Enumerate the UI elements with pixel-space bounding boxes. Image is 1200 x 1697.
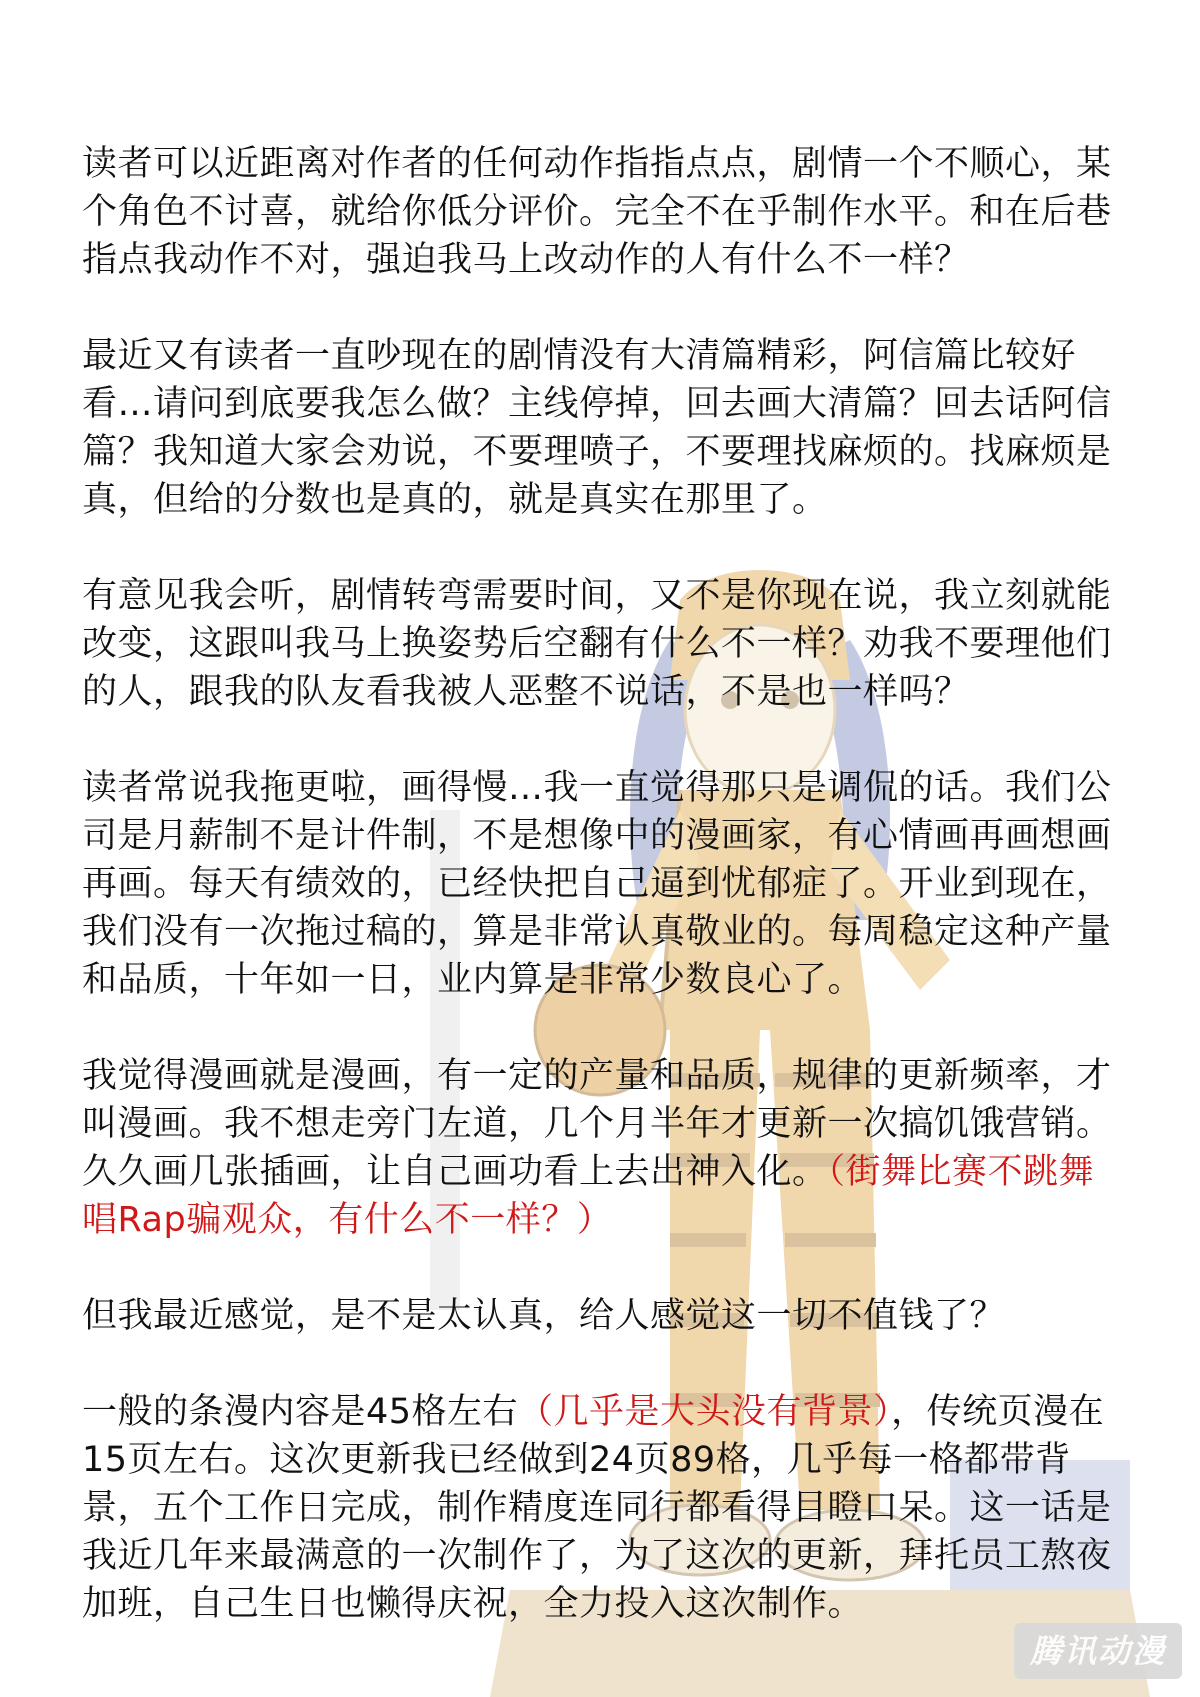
- paragraph: [82, 1388, 1122, 1628]
- paragraph: [82, 1052, 1122, 1244]
- highlighted-text: （几乎是大头没有背景）: [518, 1392, 892, 1432]
- paragraph-text: 有意见我会听，剧情转弯需要时间，又不是你现在说，我立刻就能改变，这跟叫我马上换姿势后空翻有什么不一样？劝我不要理他们的人，跟我的队友看我被人恶整不说话，不是也一样吗？: [82, 576, 1112, 712]
- paragraph-text: 一般的条漫内容是45格左右: [82, 1392, 519, 1432]
- watermark-logo-text: 腾讯动漫: [1029, 1632, 1166, 1670]
- site-watermark: [1014, 1623, 1182, 1679]
- paragraph-text: 最近又有读者一直吵现在的剧情没有大清篇精彩，阿信篇比较好看…请问到底要我怎么做？主线停掉，回去画大清篇？回去话阿信篇？我知道大家会劝说，不要理喷子，不要理找麻烦的。找麻烦是真，但给的分数也是真的，就是真实在那里了。: [82, 336, 1112, 520]
- paragraph-text: 读者常说我拖更啦，画得慢…我一直觉得那只是调侃的话。我们公司是月薪制不是计件制，不是想像中的漫画家，有心情画再画想画再画。每天有绩效的，已经快把自己逼到忧郁症了。开业到现在，我们没有一次拖过稿的，算是非常认真敬业的。每周稳定这种产量和品质，十年如一日，业内算是非常少数良心了。: [82, 768, 1112, 1000]
- paragraph-text: 我觉得漫画就是漫画，有一定的产量和品质，规律的更新频率，才叫漫画。我不想走旁门左道，几个月半年才更新一次搞饥饿营销。久久画几张插画，让自己画功看上去出神入化。: [82, 1056, 1112, 1192]
- paragraph: [82, 764, 1122, 1004]
- paragraph: [82, 332, 1122, 524]
- paragraph-text: 但我最近感觉，是不是太认真，给人感觉这一切不值钱了？: [82, 1296, 1006, 1336]
- paragraph-text: ，传统页漫在15页左右。这次更新我已经做到24页89格，几乎每一格都带背景，五个工作日完成，制作精度连同行都看得目瞪口呆。这一话是我近几年来最满意的一次制作了，为了这次的更新，拜托员工熬夜加班，自己生日也懒得庆祝，全力投入这次制作。: [82, 1392, 1112, 1624]
- paragraph: [82, 1292, 1122, 1340]
- highlighted-text: （街舞比赛不跳舞唱Rap骗观众，有什么不一样？）: [82, 1152, 1095, 1240]
- article-text: [82, 140, 1122, 1628]
- paragraph: [82, 140, 1122, 284]
- paragraph: [82, 572, 1122, 716]
- paragraph-text: 读者可以近距离对作者的任何动作指指点点，剧情一个不顺心，某个角色不讨喜，就给你低分评价。完全不在乎制作水平。和在后巷指点我动作不对，强迫我马上改动作的人有什么不一样？: [82, 144, 1112, 280]
